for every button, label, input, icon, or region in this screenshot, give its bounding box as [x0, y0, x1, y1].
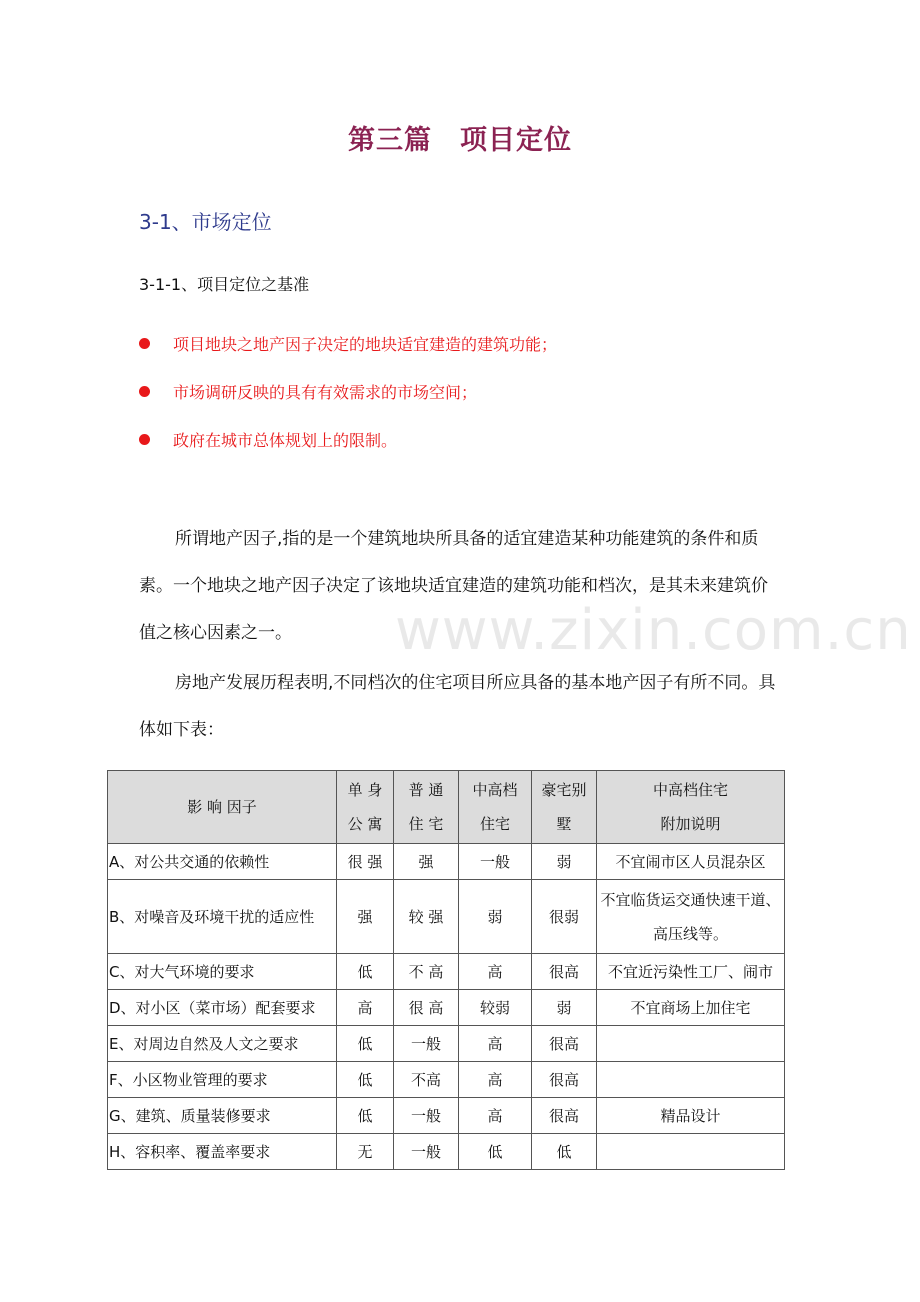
body-paragraph: 房地产发展历程表明,不同档次的住宅项目所应具备的基本地产因子有所不同。具体如下表：	[139, 673, 776, 740]
body-paragraph: 所谓地产因子,指的是一个建筑地块所具备的适宜建造某种功能建筑的条件和质素。一个地块之地产因子决定了该地块适宜建造的建筑功能和档次，是其未来建筑价值之核心因素之一。	[139, 529, 768, 643]
value-cell: 很高	[532, 1098, 597, 1134]
table-row	[108, 954, 785, 990]
value-cell: 低	[337, 954, 394, 990]
factor-cell: E、对周边自然及人文之要求	[108, 1026, 337, 1062]
note-cell	[597, 1062, 785, 1098]
value-cell: 一般	[394, 1098, 459, 1134]
factor-cell: D、对小区（菜市场）配套要求	[108, 990, 337, 1026]
value-cell: 不高	[394, 1062, 459, 1098]
header-ordinary-housing: 普 通 住 宅	[394, 771, 459, 844]
value-cell: 不 高	[394, 954, 459, 990]
note-cell: 不宜商场上加住宅	[597, 990, 785, 1026]
value-cell: 弱	[532, 844, 597, 880]
bullet-text: 市场调研反映的具有有效需求的市场空间；	[173, 383, 478, 402]
factor-table	[107, 770, 785, 1170]
table-row	[108, 990, 785, 1026]
table-row	[108, 1026, 785, 1062]
header-factor: 影 响 因子	[108, 771, 337, 844]
bullet-dot-icon	[139, 434, 150, 445]
note-cell: 精品设计	[597, 1098, 785, 1134]
note-cell	[597, 1026, 785, 1062]
bullet-text: 项目地块之地产因子决定的地块适宜建造的建筑功能；	[173, 335, 558, 354]
bullet-item	[139, 428, 557, 476]
bullet-text: 政府在城市总体规划上的限制。	[173, 431, 398, 450]
value-cell: 高	[459, 954, 532, 990]
value-cell: 很高	[532, 1062, 597, 1098]
watermark: www.zixin.com.cn	[395, 598, 912, 663]
value-cell: 低	[337, 1062, 394, 1098]
value-cell: 低	[459, 1134, 532, 1170]
value-cell: 较 强	[394, 880, 459, 954]
value-cell: 很高	[532, 954, 597, 990]
value-cell: 低	[337, 1098, 394, 1134]
value-cell: 很 高	[394, 990, 459, 1026]
value-cell: 很 强	[337, 844, 394, 880]
header-luxury-villa: 豪宅别 墅	[532, 771, 597, 844]
value-cell: 高	[337, 990, 394, 1026]
value-cell: 强	[337, 880, 394, 954]
factor-cell: C、对大气环境的要求	[108, 954, 337, 990]
table-row	[108, 1098, 785, 1134]
bullet-dot-icon	[139, 338, 150, 349]
value-cell: 一般	[394, 1026, 459, 1062]
note-cell: 不宜近污染性工厂、闹市	[597, 954, 785, 990]
subsection-heading: 3-1-1、项目定位之基准	[139, 275, 310, 294]
note-cell: 不宜临货运交通快速干道、高压线等。	[597, 880, 785, 954]
factor-cell: B、对噪音及环境干扰的适应性	[108, 880, 337, 954]
table-row	[108, 844, 785, 880]
value-cell: 高	[459, 1026, 532, 1062]
value-cell: 很弱	[532, 880, 597, 954]
table-row	[108, 1134, 785, 1170]
note-cell	[597, 1134, 785, 1170]
value-cell: 弱	[459, 880, 532, 954]
factor-cell: H、容积率、覆盖率要求	[108, 1134, 337, 1170]
bullet-item	[139, 380, 557, 428]
value-cell: 低	[532, 1134, 597, 1170]
header-single-apartment: 单 身 公 寓	[337, 771, 394, 844]
value-cell: 较弱	[459, 990, 532, 1026]
value-cell: 一般	[394, 1134, 459, 1170]
factor-cell: F、小区物业管理的要求	[108, 1062, 337, 1098]
table-header-row	[108, 771, 785, 844]
value-cell: 无	[337, 1134, 394, 1170]
value-cell: 低	[337, 1026, 394, 1062]
header-note: 中高档住宅 附加说明	[597, 771, 785, 844]
value-cell: 很高	[532, 1026, 597, 1062]
value-cell: 强	[394, 844, 459, 880]
bullet-dot-icon	[139, 386, 150, 397]
table-row	[108, 880, 785, 954]
value-cell: 弱	[532, 990, 597, 1026]
note-cell: 不宜闹市区人员混杂区	[597, 844, 785, 880]
value-cell: 高	[459, 1098, 532, 1134]
section-heading: 3-1、市场定位	[139, 210, 272, 234]
value-cell: 一般	[459, 844, 532, 880]
bullet-item	[139, 332, 557, 380]
factor-cell: G、建筑、质量装修要求	[108, 1098, 337, 1134]
factor-cell: A、对公共交通的依赖性	[108, 844, 337, 880]
header-mid-high-housing: 中高档 住宅	[459, 771, 532, 844]
bullet-list	[139, 332, 557, 476]
page-title: 第三篇 项目定位	[348, 125, 572, 156]
table-row	[108, 1062, 785, 1098]
value-cell: 高	[459, 1062, 532, 1098]
